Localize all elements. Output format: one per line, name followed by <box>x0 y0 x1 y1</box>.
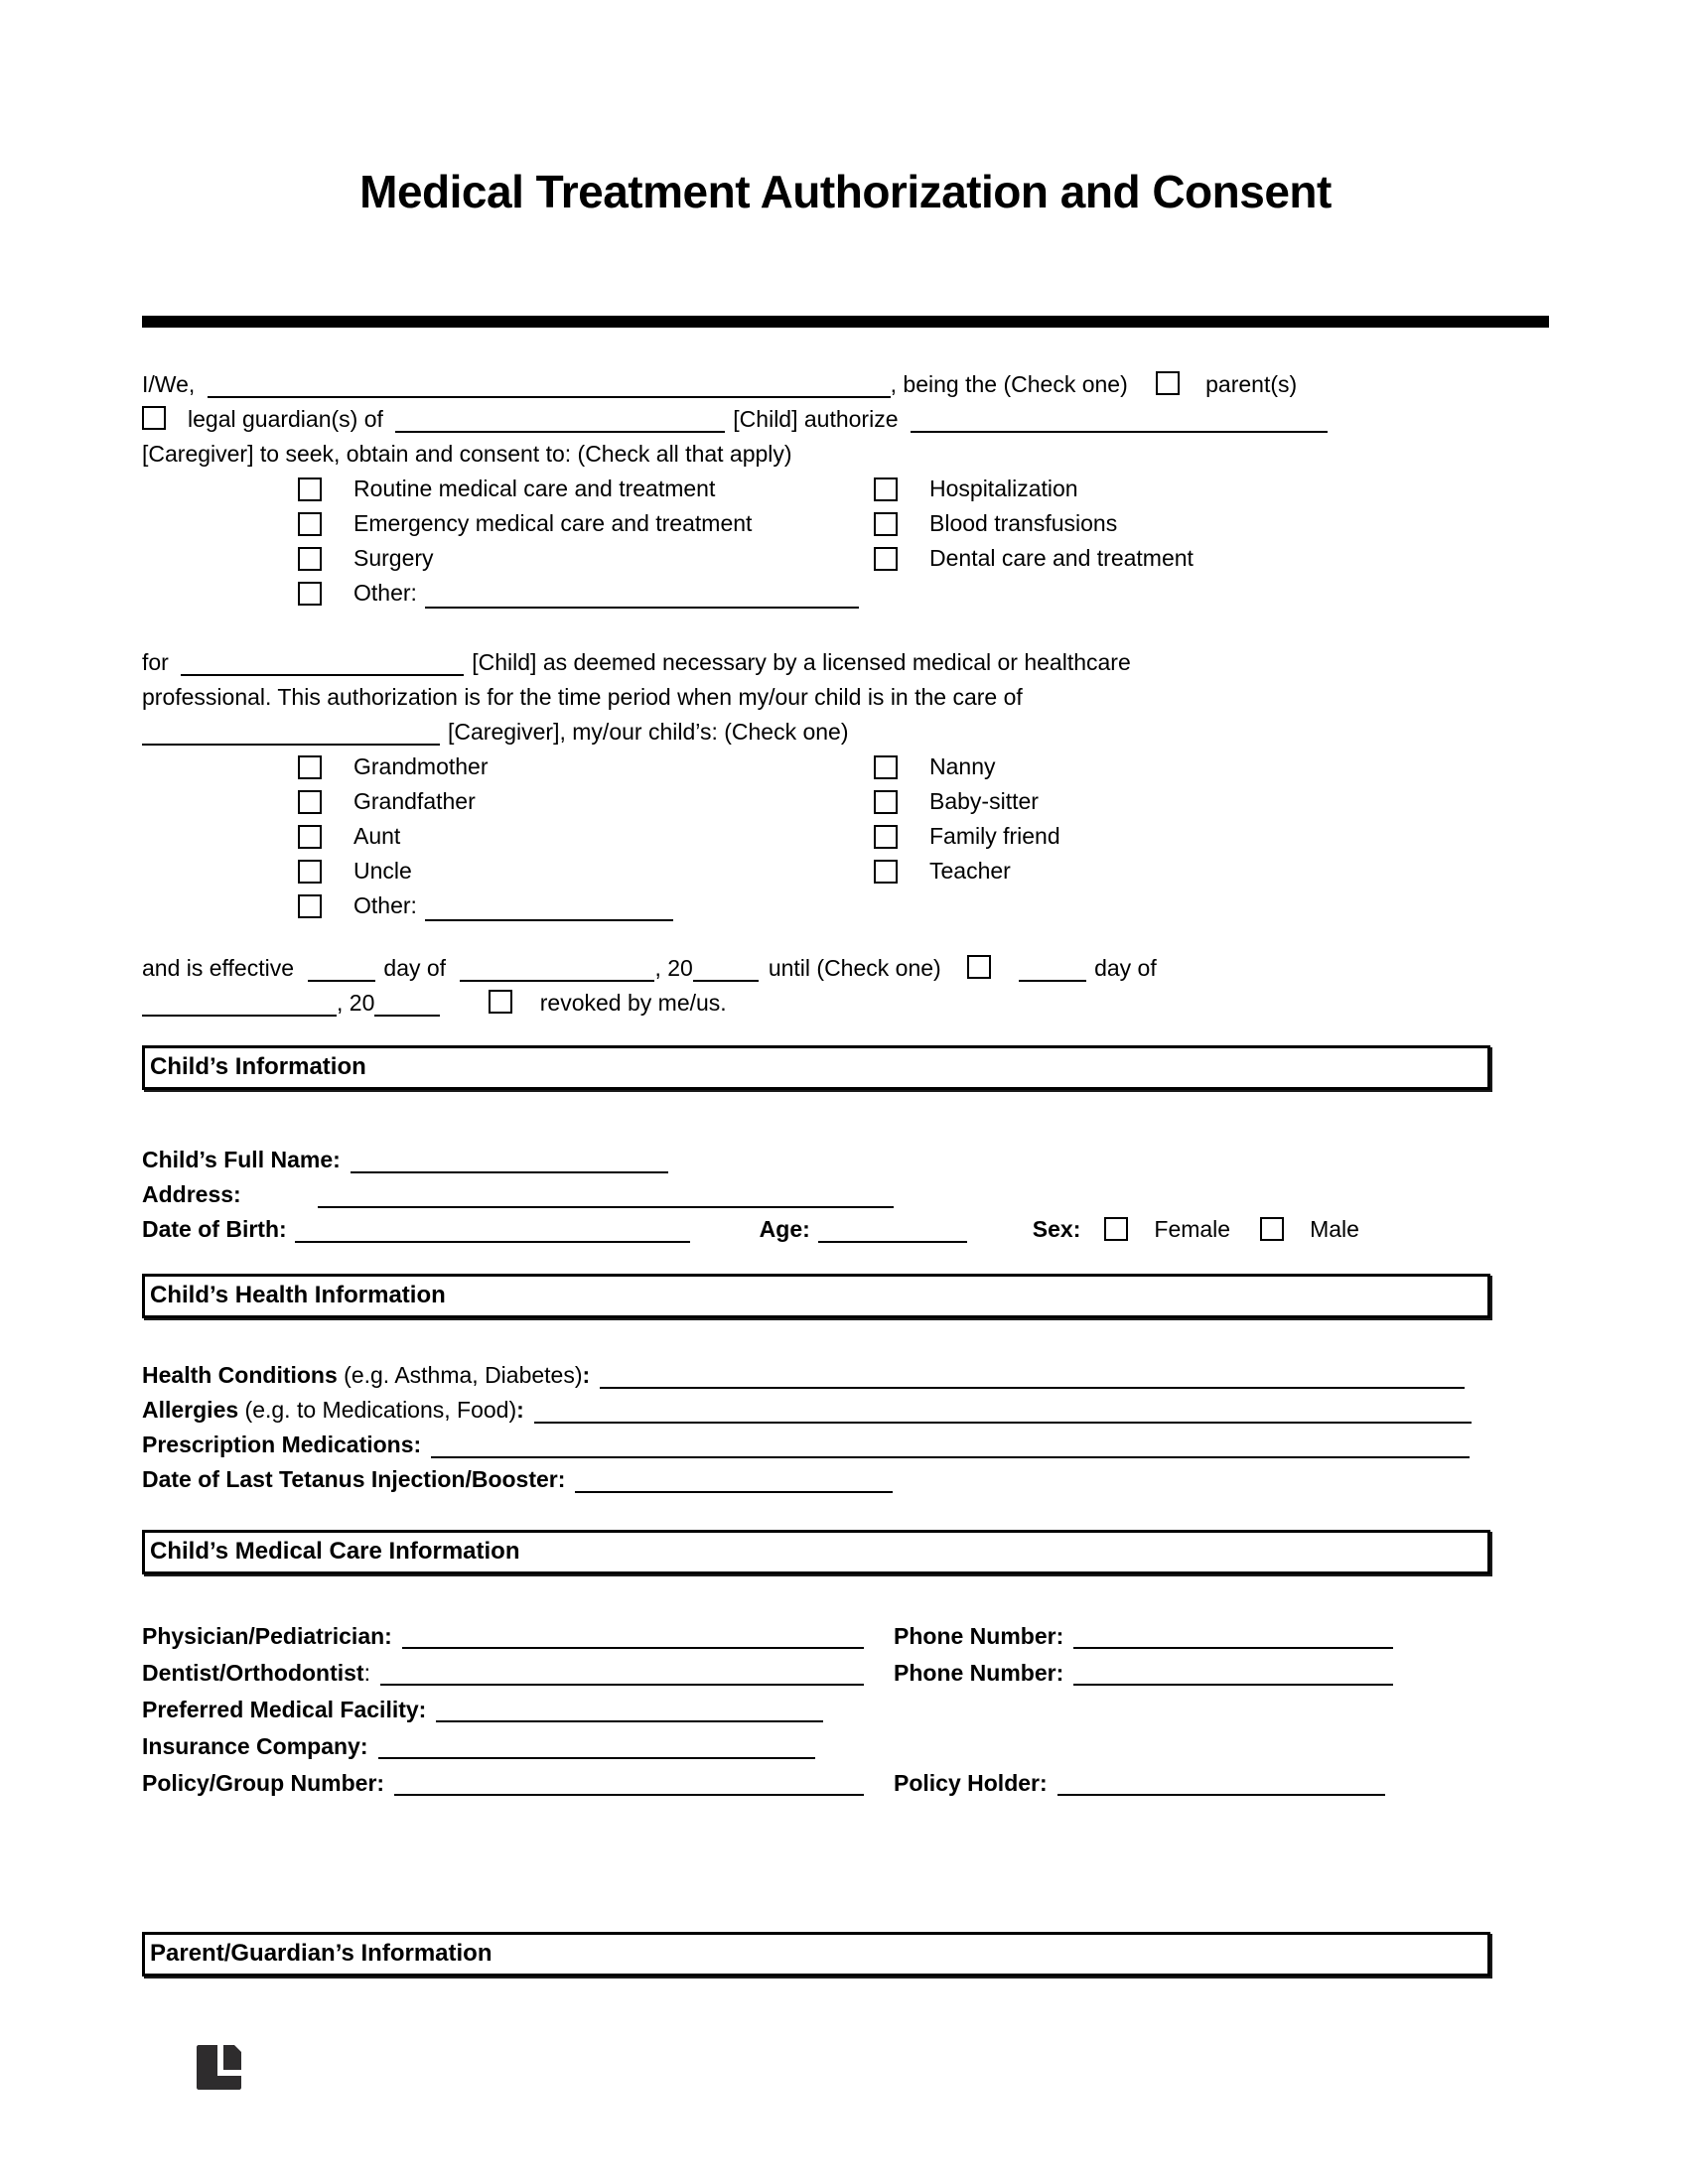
blank-dentist-phone[interactable] <box>1073 1655 1393 1686</box>
blank-effective-month[interactable] <box>460 951 654 982</box>
section-title: Child’s Information <box>150 1053 366 1080</box>
policy-number-label: Policy/Group Number: <box>142 1770 385 1796</box>
checkbox-revoked[interactable] <box>489 990 512 1014</box>
treatment-row <box>298 472 1549 506</box>
blank-until-month[interactable] <box>142 986 337 1017</box>
section-header-child-health <box>142 1274 1490 1318</box>
medcare-fields <box>142 1618 1549 1802</box>
physician-row <box>142 1618 1549 1655</box>
section-title: Child’s Health Information <box>150 1282 446 1308</box>
phone-label: Phone Number: <box>894 1623 1064 1649</box>
effective-revoked: revoked by me/us. <box>539 990 727 1016</box>
caregiver-label: Nanny <box>929 753 996 779</box>
checkbox-parents[interactable] <box>1156 371 1180 395</box>
tetanus-row <box>142 1462 1549 1497</box>
checkbox-other-treatment[interactable] <box>298 582 322 606</box>
insurance-label: Insurance Company: <box>142 1733 368 1759</box>
age-label: Age: <box>759 1216 810 1242</box>
caregiver-row <box>298 819 1549 854</box>
section-header-parent-info <box>142 1932 1490 1977</box>
caregiver-label: Uncle <box>353 858 412 884</box>
health-conditions-label: Health Conditions <box>142 1362 338 1388</box>
treatment-label: Emergency medical care and treatment <box>353 510 753 536</box>
blank-dob[interactable] <box>295 1212 690 1243</box>
child-name-row <box>142 1143 1549 1177</box>
legal-templates-logo-icon <box>197 2045 241 2090</box>
health-conditions-row <box>142 1358 1549 1393</box>
effective-until: until (Check one) <box>768 955 941 981</box>
tetanus-label: Date of Last Tetanus Injection/Booster: <box>142 1466 566 1492</box>
intro-being: , being the (Check one) <box>890 371 1128 397</box>
phone-label: Phone Number: <box>894 1660 1064 1686</box>
policy-row <box>142 1765 1549 1802</box>
allergies-colon: : <box>516 1397 524 1423</box>
checkbox-teacher[interactable] <box>874 860 898 884</box>
child-info-fields <box>142 1143 1549 1247</box>
allergies-row <box>142 1393 1549 1428</box>
treatment-other-label: Other: <box>353 580 417 606</box>
treatment-row <box>298 541 1549 576</box>
blank-dentist[interactable] <box>380 1655 864 1686</box>
blank-until-day[interactable] <box>1019 951 1086 982</box>
caregiver-label: Grandfather <box>353 788 476 814</box>
blank-physician[interactable] <box>402 1618 864 1649</box>
effective-lead: and is effective <box>142 955 295 981</box>
caregiver-row <box>298 888 1549 923</box>
checkbox-family-friend[interactable] <box>874 825 898 849</box>
checkbox-emergency-care[interactable] <box>298 512 322 536</box>
intro-child-authorize: [Child] authorize <box>733 406 899 432</box>
checkbox-dental-care[interactable] <box>874 547 898 571</box>
effective-year-2: , 20 <box>337 990 375 1016</box>
medications-row <box>142 1428 1549 1462</box>
effective-year-1: , 20 <box>654 955 693 981</box>
checkbox-baby-sitter[interactable] <box>874 790 898 814</box>
dentist-label: Dentist/Orthodontist <box>142 1660 364 1686</box>
dentist-colon: : <box>363 1660 370 1686</box>
caregiver-label: Baby-sitter <box>929 788 1039 814</box>
facility-row <box>142 1692 1549 1728</box>
blank-tetanus-date[interactable] <box>575 1462 893 1493</box>
checkbox-grandfather[interactable] <box>298 790 322 814</box>
caregiver-other-label: Other: <box>353 892 417 918</box>
treatment-options-list <box>142 472 1549 611</box>
allergies-hint: (e.g. to Medications, Food) <box>244 1397 517 1423</box>
caregiver-label: Family friend <box>929 823 1060 849</box>
checkbox-legal-guardians[interactable] <box>142 406 166 430</box>
caregiver-options-list <box>142 750 1549 923</box>
blank-child-name-1[interactable] <box>395 402 725 433</box>
treatment-label: Dental care and treatment <box>929 545 1194 571</box>
effective-paragraph <box>142 951 1549 1021</box>
caregiver-row <box>298 750 1549 784</box>
section-header-child-medcare <box>142 1530 1490 1574</box>
caregiver-label: Teacher <box>929 858 1011 884</box>
intro-caregiver-seek: [Caregiver] to seek, obtain and consent to: (Check all that apply) <box>142 441 792 467</box>
caregiver-label: Aunt <box>353 823 401 849</box>
blank-insurance[interactable] <box>378 1728 815 1759</box>
blank-policy-number[interactable] <box>394 1765 864 1796</box>
blank-effective-day[interactable] <box>308 951 375 982</box>
checkbox-grandmother[interactable] <box>298 755 322 779</box>
treatment-row <box>298 506 1549 541</box>
sex-label: Sex: <box>1032 1216 1081 1242</box>
section-title: Child’s Medical Care Information <box>150 1538 520 1565</box>
blank-caregiver-name-1[interactable] <box>911 402 1328 433</box>
female-label: Female <box>1154 1216 1231 1242</box>
blank-age[interactable] <box>818 1212 967 1243</box>
checkbox-other-caregiver[interactable] <box>298 894 322 918</box>
blank-child-full-name[interactable] <box>351 1143 668 1173</box>
child-dob-row <box>142 1212 1549 1247</box>
blank-caregiver-name-2[interactable] <box>142 715 440 746</box>
treatment-label: Routine medical care and treatment <box>353 476 716 501</box>
for-professional: professional. This authorization is for the time period when my/our child is in the care of <box>142 684 1023 710</box>
checkbox-until-date[interactable] <box>967 955 991 979</box>
health-conditions-colon: : <box>582 1362 591 1388</box>
checkbox-uncle[interactable] <box>298 860 322 884</box>
caregiver-label: Grandmother <box>353 753 489 779</box>
title-divider <box>142 316 1549 328</box>
for-deemed: [Child] as deemed necessary by a licensed medical or healthcare <box>472 649 1131 675</box>
checkbox-male[interactable] <box>1260 1217 1284 1241</box>
male-label: Male <box>1310 1216 1359 1242</box>
blank-health-conditions[interactable] <box>600 1358 1465 1389</box>
caregiver-row <box>298 854 1549 888</box>
allergies-label: Allergies <box>142 1397 239 1423</box>
blank-policy-holder[interactable] <box>1057 1765 1385 1796</box>
treatment-label: Hospitalization <box>929 476 1078 501</box>
medications-label: Prescription Medications: <box>142 1432 422 1457</box>
child-full-name-label: Child’s Full Name: <box>142 1147 341 1172</box>
physician-label: Physician/Pediatrician: <box>142 1623 392 1649</box>
treatment-label: Blood transfusions <box>929 510 1118 536</box>
checkbox-routine-care[interactable] <box>298 478 322 501</box>
blank-facility[interactable] <box>436 1692 823 1722</box>
checkbox-nanny[interactable] <box>874 755 898 779</box>
blank-medications[interactable] <box>431 1428 1470 1458</box>
dentist-row <box>142 1655 1549 1692</box>
blank-physician-phone[interactable] <box>1073 1618 1393 1649</box>
section-title: Parent/Guardian’s Information <box>150 1940 492 1967</box>
policy-holder-label: Policy Holder: <box>894 1770 1048 1796</box>
checkbox-female[interactable] <box>1104 1217 1128 1241</box>
blank-effective-year[interactable] <box>693 951 759 982</box>
insurance-row <box>142 1728 1549 1765</box>
effective-day-of-1: day of <box>383 955 447 981</box>
checkbox-surgery[interactable] <box>298 547 322 571</box>
blank-child-name-2[interactable] <box>181 645 464 676</box>
blank-we-names[interactable] <box>208 367 891 398</box>
caregiver-row <box>298 784 1549 819</box>
child-address-row <box>142 1177 1549 1212</box>
for-paragraph <box>142 645 1549 750</box>
blank-address[interactable] <box>318 1177 894 1208</box>
page-title: Medical Treatment Authorization and Consent <box>359 166 1332 217</box>
health-conditions-hint: (e.g. Asthma, Diabetes) <box>344 1362 583 1388</box>
treatment-row <box>298 576 1549 611</box>
blank-allergies[interactable] <box>534 1393 1472 1424</box>
intro-legal-guardians: legal guardian(s) of <box>188 406 383 432</box>
intro-parents: parent(s) <box>1205 371 1298 397</box>
facility-label: Preferred Medical Facility: <box>142 1697 427 1722</box>
section-header-child-info <box>142 1045 1490 1090</box>
checkbox-hospitalization[interactable] <box>874 478 898 501</box>
blank-until-year[interactable] <box>374 986 440 1017</box>
checkbox-aunt[interactable] <box>298 825 322 849</box>
child-health-fields <box>142 1358 1549 1497</box>
dob-label: Date of Birth: <box>142 1216 287 1242</box>
blank-other-treatment[interactable] <box>425 578 859 609</box>
for-lead: for <box>142 649 169 675</box>
effective-day-of-2: day of <box>1094 955 1157 981</box>
treatment-label: Surgery <box>353 545 434 571</box>
for-caregiver-check: [Caregiver], my/our child’s: (Check one) <box>448 719 849 745</box>
checkbox-blood-transfusions[interactable] <box>874 512 898 536</box>
address-label: Address: <box>142 1181 241 1207</box>
intro-paragraph <box>142 367 1549 472</box>
intro-iwe: I/We, <box>142 371 196 397</box>
blank-other-caregiver[interactable] <box>425 890 673 921</box>
